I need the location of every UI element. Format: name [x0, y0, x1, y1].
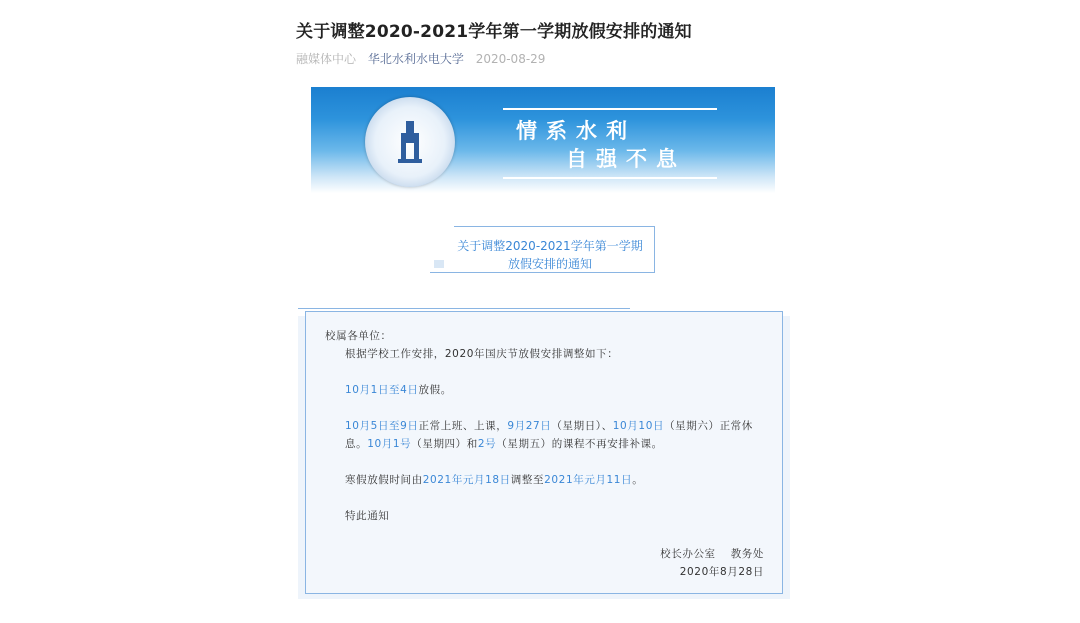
highlight-text: 9月27日: [507, 420, 552, 432]
highlight-text: 10月1日至4日: [345, 384, 419, 396]
paragraph-text: （星期六）正常休息。: [345, 420, 753, 450]
emblem-figure-icon: [395, 119, 425, 167]
notice-heading-box: [430, 226, 655, 273]
salutation: 校属各单位：: [325, 330, 392, 342]
winter-break-paragraph: [325, 471, 765, 489]
header-banner-image: [311, 87, 775, 193]
notice-body: [325, 327, 765, 525]
account-name-link[interactable]: 华北水利水电大学: [367, 52, 464, 66]
paragraph-text: 正常上班、上课，: [418, 420, 508, 432]
sign-date: 2020年8月28日: [679, 566, 764, 578]
highlight-text: 10月5日至9日: [345, 420, 419, 432]
notice-body-box: [305, 311, 783, 594]
banner-divider: [503, 108, 717, 110]
signature-block: [660, 545, 764, 581]
highlight-text: 2021年元月18日: [422, 474, 511, 486]
highlight-text: 10月1号: [367, 438, 412, 450]
signers: 校长办公室 教务处: [660, 548, 764, 560]
highlight-text: 10月10日: [612, 420, 665, 432]
highlight-text: 2号: [477, 438, 497, 450]
paragraph-text: （星期五）的课程不再安排补课。: [496, 438, 663, 450]
heading-frame-line: [454, 226, 654, 227]
publish-date: 2020-08-29: [475, 52, 546, 66]
paragraph-text: 放假。: [418, 384, 452, 396]
article-title: 关于调整2020-2021学年第一学期放假安排的通知: [296, 22, 692, 42]
holiday-paragraph: [325, 381, 765, 399]
paragraph-text: 寒假放假时间由: [345, 474, 423, 486]
university-emblem-icon: [365, 97, 455, 187]
closing-text: 特此通知: [345, 510, 390, 522]
paragraph-text: 调整至: [510, 474, 545, 486]
intro-paragraph: 根据学校工作安排，2020年国庆节放假安排调整如下：: [345, 348, 619, 360]
paragraph-text: （星期日）、: [551, 420, 613, 432]
banner-divider: [503, 177, 717, 179]
paragraph-text: （星期四）和: [411, 438, 478, 450]
banner-slogan-2: 自强不息: [566, 147, 686, 171]
notice-heading-line-2: 放假安排的通知: [507, 257, 592, 271]
notice-heading: [430, 237, 670, 273]
notice-heading-line-1: 关于调整2020-2021学年第一学期: [457, 239, 643, 253]
schedule-paragraph: [325, 417, 765, 453]
banner-slogan-1: 情系水利: [516, 119, 636, 143]
paragraph-text: 。: [632, 474, 644, 486]
body-frame-line: [298, 308, 630, 309]
article-meta: [296, 50, 545, 67]
article-author: 融媒体中心: [296, 52, 357, 66]
highlight-text: 2021年元月11日: [544, 474, 633, 486]
